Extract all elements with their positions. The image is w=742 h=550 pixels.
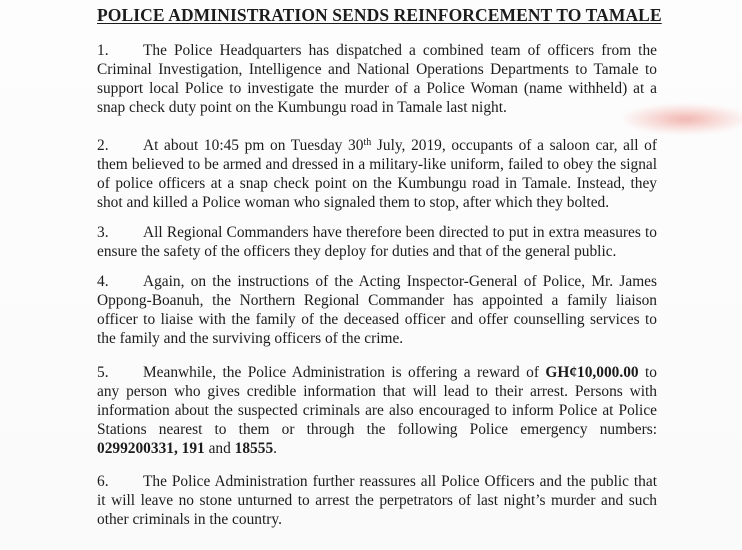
paragraph-text: The Police Administration further reassures all Police Officers and the public that it will leave no stone unturned to arrest the perpetrators of last night’s murder and such other criminals in the country.	[97, 473, 657, 528]
reward-amount: GH¢10,000.00	[545, 364, 639, 381]
paragraph-number: 6.	[97, 473, 109, 490]
document-title: POLICE ADMINISTRATION SENDS REINFORCEMENT TO TAMALE	[97, 5, 662, 25]
emergency-numbers: 0299200331, 191	[97, 440, 205, 457]
paragraph-4	[97, 272, 657, 348]
paragraph-text: The Police Headquarters has dispatched a combined team of officers from the Criminal Investigation, Intelligence and National Operations Departments to Tamale to support local Police to investigate the murder of a Police Woman (name withheld) at a snap check duty point on the Kumbungu road in Tamale last night.	[97, 42, 657, 116]
paragraph-text: Again, on the instructions of the Acting Inspector-General of Police, Mr. James Oppong-Boanuh, the Northern Regional Commander has appointed a family liaison officer to liaise with the family of the deceased officer and offer counselling services to the family and the surviving officers of the crime.	[97, 273, 657, 347]
paragraph-text: Meanwhile, the Police Administration is offering a reward of	[143, 364, 546, 381]
paragraph-number: 3.	[97, 224, 109, 241]
paragraph-text-cont: to any person who gives credible information that will lead to their arrest. Persons with information about the suspected criminals are also encouraged to inform Police at Police Stations nearest to them or through the following Police emergency numbers:	[97, 364, 657, 438]
paragraph-text: At about 10:45 pm on Tuesday 30	[143, 137, 364, 154]
paragraph-number: 4.	[97, 273, 109, 290]
paragraph-3	[97, 223, 657, 261]
sentence-end: .	[273, 440, 277, 457]
date-suffix: th	[363, 137, 372, 148]
paragraph-6	[97, 472, 657, 529]
paragraph-1	[97, 41, 657, 117]
paragraph-5	[97, 363, 657, 458]
paragraph-2	[97, 136, 657, 212]
paragraph-number: 2.	[97, 137, 109, 154]
paragraph-number: 1.	[97, 42, 109, 59]
conjunction-text: and	[204, 440, 235, 457]
paragraph-text-cont: July, 2019, occupants of a saloon car, all of them believed to be armed and dressed in a military-like uniform, failed to obey the signal of police officers at a snap check point on the Kumbungu road in Tamale. Instead, they shot and killed a Police woman who signaled them to stop, after which they bolted.	[97, 137, 658, 211]
emergency-number-last: 18555	[234, 440, 274, 457]
paragraph-number: 5.	[97, 364, 109, 381]
paragraph-text: All Regional Commanders have therefore been directed to put in extra measures to ensure the safety of the officers they deploy for duties and that of the general public.	[97, 224, 657, 260]
